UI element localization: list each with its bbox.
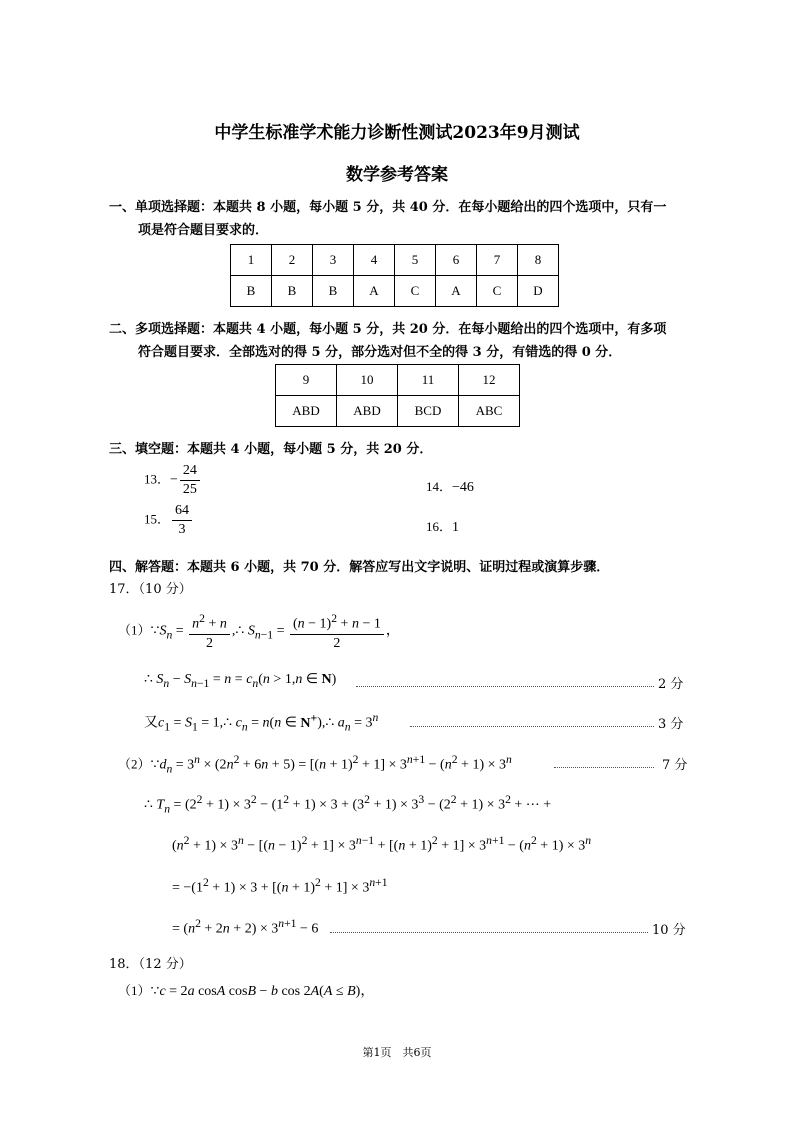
section1-heading-line1: 一、单项选择题：本题共 8 小题，每小题 5 分，共 40 分．在每小题给出的四个选项中，只有一 [109,200,667,215]
table-cell: 11 [398,365,459,396]
dotted-leader [356,686,654,687]
q17-part2-line2: ∴ $T_n = (2^2 + 1) \times 3^2 - (1^2 + 1) \times 3 + (3^2 + 1) \times 3^3 - (2^2 + 1) \times 3^2$ + ⋯ + [144,793,552,816]
section2-heading-line2: 符合题目要求．全部选对的得 5 分，部分选对但不全的得 3 分，有错选的得 0 分． [138,345,622,360]
score-2: 2 分 [658,677,684,692]
q17-part1-line1: $(1)\because S_n$ = $\frac{n^2 + n}{2}$ ,∴ $S_{n-1}$ = $\frac{(n - 1)^2 + n - 1}{2}$ ， [118,612,400,651]
numerator: 24 [180,462,200,481]
table-cell: 2 [272,245,313,276]
q17-part2-line1: $(2)\because d_n = 3^n \times (2n^2 + 6n + 5) = [(n + 1)^2 + 1] \times 3^{n+1} - (n^2 + 1) \times 3^n$ [118,753,512,776]
minus-sign: − [170,472,178,488]
question-number: 15． [144,511,171,527]
table-cell: 6 [436,245,477,276]
answer-15 [144,502,194,539]
answer-value: −46 [452,480,474,495]
q17-part1-line3: 又$c_1 = S_1$ = 1,∴ $c_n = n(n$ ∈ N+),∴ $a_n = 3^n$ [144,711,379,734]
page-subtitle: 数学参考答案 [346,165,448,185]
table-cell: A [436,276,477,307]
part-label: （1） [118,622,151,638]
table-cell: 9 [276,365,337,396]
score-3: 3 分 [658,717,684,732]
page-title: 中学生标准学术能力诊断性测试2023年9月测试 [214,123,580,143]
q17-part2-line4: = $-(1^2 + 1) \times 3 + [(n + 1)^2 + 1] \times 3^{n+1}$ [172,876,388,896]
table-row [231,276,559,307]
score-10: 10 分 [652,923,686,938]
table-row [276,365,520,396]
q17-part2-line3: $(n^2 + 1) \times 3^n - [(n - 1)^2 + 1] \times 3^{n-1} + [(n + 1)^2 + 1] \times 3^{n+1} - (n^2 + 1) \times 3^n$ [172,834,592,854]
q17-part1-line2: ∴ $S_n - S_{n-1} = n = c_n(n > 1,n$ ∈ N) [144,672,337,690]
score-7: 7 分 [662,758,688,773]
table-cell: ABD [276,396,337,427]
question-number: 14． [426,479,453,494]
single-choice-answer-table [230,244,559,307]
denominator: 25 [182,482,197,497]
table-cell: 7 [477,245,518,276]
dotted-leader [330,932,648,933]
table-cell: 1 [231,245,272,276]
table-cell: 10 [337,365,398,396]
section2-heading-line1: 二、多项选择题：本题共 4 小题，每小题 5 分，共 20 分．在每小题给出的四个选项中，有多项 [109,322,667,337]
answer-14 [426,476,474,496]
section3-heading: 三、填空题：本题共 4 小题，每小题 5 分，共 20 分． [109,442,433,457]
denominator: 3 [178,522,186,537]
table-row [276,396,520,427]
table-cell: A [354,276,395,307]
table-cell: 12 [459,365,520,396]
multi-choice-answer-table [275,364,520,427]
question-number: 13． [144,471,171,487]
part-label: （2） [118,756,151,772]
q17-label: 17．（10 分） [109,582,192,597]
table-cell: D [518,276,559,307]
q17-part2-line5: = $(n^2 + 2n + 2) \times 3^{n+1} - 6$ [172,917,319,937]
table-cell: BCD [398,396,459,427]
table-cell: C [395,276,436,307]
question-number: 16． [426,519,453,534]
table-cell: 8 [518,245,559,276]
q18-part1-line1: （1）∵c = 2a cosA cosB − b cos 2A(A ≤ B)， [118,983,375,999]
table-cell: ABD [337,396,398,427]
answer-value: 1 [452,520,460,535]
page-footer: 第1页 共6页 [362,1046,432,1059]
table-cell: 3 [313,245,354,276]
q18-label: 18．（12 分） [109,957,192,972]
table-cell: ABC [459,396,520,427]
section4-heading: 四、解答题：本题共 6 小题，共 70 分．解答应写出文字说明、证明过程或演算步骤． [109,560,610,575]
table-cell: B [313,276,354,307]
table-cell: B [231,276,272,307]
dotted-leader [410,726,654,727]
answer-16 [426,516,459,536]
part-label: （1） [118,983,151,998]
section1-heading-line2: 项是符合题目要求的． [138,223,269,238]
answer-13 [144,462,202,499]
table-row [231,245,559,276]
table-cell: C [477,276,518,307]
table-cell: 5 [395,245,436,276]
numerator: 64 [172,502,192,521]
table-cell: B [272,276,313,307]
dotted-leader [554,767,654,768]
table-cell: 4 [354,245,395,276]
